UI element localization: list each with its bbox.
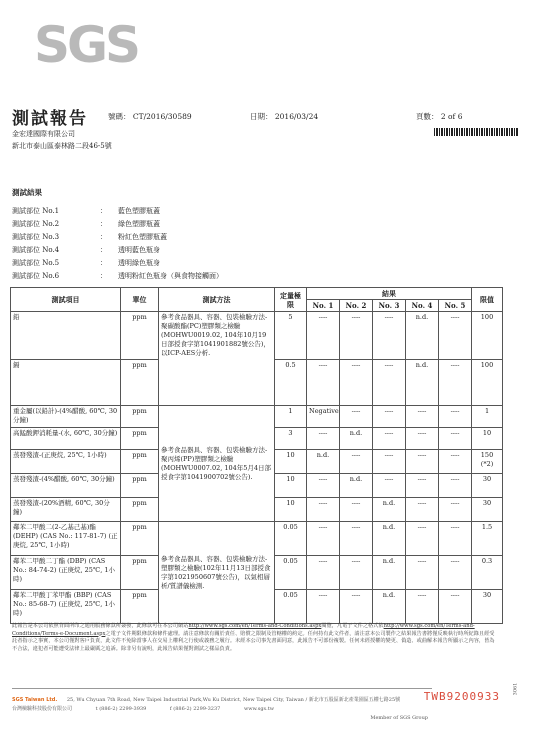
header-limit: 定量極限 (275, 288, 307, 312)
cell-limit: 0.5 (275, 360, 307, 406)
cell-max: 100 (472, 360, 503, 406)
cell-unit: ppm (121, 590, 159, 624)
part-key: 測試部位 No.5 (12, 259, 60, 267)
disclaimer-text-3: 之電子文件期限條款和條件處理。請注意條款有關於責任、賠償之限制及管轄權的約定。任何持有此文件者，請注意本公司製作之結果報告書將僅反映執行時所紀錄且經受託者指示之事實，本公司僅對客戶負責，此文件不免除當事人在交易上權利之行使或義務之履行。未經本公司事先書面同意，此報告不可部份複製。任何未經授權的變更、偽造、或曲解本報告所顯示之內容，皆為不合法，違犯者可能遭受法律上最嚴厲之追訴。除非另有說明，此報告結果僅對測試之樣品負責。 (12, 630, 495, 652)
results-table (10, 287, 503, 624)
number-label: 號碼： (108, 112, 131, 121)
cell-result: n.d. (406, 360, 439, 406)
number-value: CT/2016/30589 (132, 112, 192, 121)
cell-item: 鎘 (11, 360, 121, 406)
cell-result: ---- (439, 474, 472, 498)
cell-max: 10 (472, 428, 503, 450)
part-row (12, 205, 223, 218)
cell-limit: 0.05 (275, 590, 307, 624)
cell-result: n.d. (373, 498, 406, 522)
cell-max: 0.3 (472, 556, 503, 590)
cell-result: n.d. (340, 428, 373, 450)
test-parts-list (12, 205, 223, 283)
cell-max: 30 (472, 474, 503, 498)
logo-text: SGS (34, 16, 139, 74)
part-row (12, 270, 223, 283)
part-colon: ： (100, 246, 107, 254)
cell-item: 鄰苯二甲酸二(2-乙基己基)酯 (DEHP) (CAS No.: 117-81-7) (正庚烷, 25℃, 1小時) (11, 522, 121, 556)
cell-result: ---- (373, 312, 406, 360)
cell-limit: 3 (275, 428, 307, 450)
cell-result: ---- (307, 498, 340, 522)
cell-unit: ppm (121, 450, 159, 474)
cell-unit: ppm (121, 522, 159, 556)
footer-tel: t (886-2) 2299-3939 (95, 706, 147, 712)
cell-unit: ppm (121, 498, 159, 522)
table-row (11, 522, 503, 556)
header-no4: No. 4 (406, 300, 439, 312)
part-row (12, 231, 223, 244)
footer-fax: f (886-2) 2299-3237 (169, 706, 221, 712)
page-number (416, 111, 463, 122)
header-row-1 (11, 288, 503, 300)
cell-limit: 0.05 (275, 522, 307, 556)
cell-result: ---- (340, 590, 373, 624)
cell-result: ---- (307, 312, 340, 360)
footer-address: 25, Wu Chyuan 7th Road, New Taipei Industrial Park,Wu Ku District, New Taipei City, Taiwan / 新北市五股區新北產業園區五權七路25號 (66, 697, 401, 703)
cell-result: n.d. (307, 450, 340, 474)
cell-result: ---- (340, 498, 373, 522)
table-row (11, 312, 503, 360)
sgs-logo (34, 16, 139, 74)
cell-result: ---- (439, 312, 472, 360)
cell-result: n.d. (340, 474, 373, 498)
cell-result: ---- (373, 360, 406, 406)
header-max: 限值 (472, 288, 503, 312)
cell-max: 1 (472, 406, 503, 428)
footer-divider (12, 688, 432, 689)
cell-result: ---- (307, 474, 340, 498)
cell-result: ---- (340, 360, 373, 406)
cell-item: 重金屬(以鉛計)-(4%醋酸, 60℃, 30分鐘) (11, 406, 121, 428)
date-label: 日期： (250, 112, 273, 121)
cell-max: 100 (472, 312, 503, 360)
cell-limit: 10 (275, 450, 307, 474)
company-name: 金宏達國際有限公司 (12, 130, 75, 138)
part-value: 透明粉紅色瓶身（與食物接觸面） (118, 272, 223, 280)
cell-result: ---- (406, 590, 439, 624)
legal-disclaimer (12, 623, 498, 653)
header-no5: No. 5 (439, 300, 472, 312)
part-value: 藍色塑膠瓶蓋 (118, 207, 160, 215)
cell-result: ---- (439, 590, 472, 624)
part-row (12, 244, 223, 257)
part-colon: ： (100, 220, 107, 228)
cell-item: 鉛 (11, 312, 121, 360)
cell-unit: ppm (121, 406, 159, 428)
serial-number: TWB9200933 (423, 690, 500, 703)
cell-result: ---- (439, 522, 472, 556)
cell-result: n.d. (373, 522, 406, 556)
cell-item: 高錳酸鉀消耗量-(水, 60℃, 30分鐘) (11, 428, 121, 450)
cell-result: ---- (307, 428, 340, 450)
disclaimer-text-1: 此報告是本公司依照背面所印之通用服務條款所簽發，此條款可在本公司網站 (12, 623, 189, 629)
part-colon: ： (100, 272, 107, 280)
cell-limit: 1 (275, 406, 307, 428)
header-unit: 單位 (121, 288, 159, 312)
header-no2: No. 2 (340, 300, 373, 312)
cell-result: ---- (373, 450, 406, 474)
part-value: 透明藍色瓶身 (118, 246, 160, 254)
table-row (11, 406, 503, 428)
cell-result: ---- (406, 428, 439, 450)
cell-result: ---- (406, 556, 439, 590)
cell-result: ---- (373, 428, 406, 450)
cell-unit: ppm (121, 428, 159, 450)
part-key: 測試部位 No.2 (12, 220, 60, 228)
cell-item: 蒸發殘渣-(20%酒精, 60℃, 30分鐘) (11, 498, 121, 522)
page-label: 頁數： (416, 112, 439, 121)
part-row (12, 218, 223, 231)
part-key: 測試部位 No.6 (12, 272, 60, 280)
header-method: 測試方法 (159, 288, 275, 312)
cell-result: n.d. (406, 312, 439, 360)
cell-result: ---- (307, 360, 340, 406)
footer-contact (12, 705, 502, 712)
cell-result: ---- (439, 360, 472, 406)
cell-max: 1.5 (472, 522, 503, 556)
cell-result: ---- (406, 522, 439, 556)
page-value: 2 of 6 (440, 112, 463, 121)
cell-result: Negative (307, 406, 340, 428)
report-date (250, 111, 318, 122)
cell-result: ---- (439, 556, 472, 590)
cell-method: 參考食品器具、容器、包裝檢驗方法-聚碳酸酯(PC)塑膠類之檢驗(MOHWU0019.02, 104年10月19日部授食字第1041901882號公告)，以ICP-AES分析. (159, 312, 275, 406)
cell-result: ---- (439, 498, 472, 522)
company-block (12, 128, 112, 152)
cell-result: ---- (439, 428, 472, 450)
cell-item: 鄰苯二甲酸二丁酯 (DBP) (CAS No.: 84-74-2) (正庚烷, 25℃, 1小時) (11, 556, 121, 590)
part-value: 透明綠色瓶身 (118, 259, 160, 267)
cell-max: 150 (*2) (472, 450, 503, 474)
cell-result: ---- (406, 498, 439, 522)
part-key: 測試部位 No.3 (12, 233, 60, 241)
cell-item: 蒸發殘渣-(正庚烷, 25℃, 1小時) (11, 450, 121, 474)
cell-result: ---- (340, 522, 373, 556)
part-colon: ： (100, 259, 107, 267)
terms-edoc-link[interactable]: http://www.sgs.com/en/Terms-and-Conditions/Terms-e-Document.aspx (12, 623, 475, 637)
cell-result: ---- (340, 406, 373, 428)
footer-company: SGS Taiwan Ltd. (12, 697, 58, 703)
cell-limit: 0.05 (275, 556, 307, 590)
cell-result: ---- (307, 590, 340, 624)
terms-link[interactable]: http://www.sgs.com/en/Terms-and-Conditions.aspx (188, 623, 322, 629)
company-address: 新北市泰山區泰林路二段46-5號 (12, 142, 112, 150)
cell-result: ---- (406, 474, 439, 498)
cell-max: 30 (472, 498, 503, 522)
section-title: 測試結果 (12, 188, 42, 197)
footer-company-cn: 台灣檢驗科技股份有限公司 (12, 706, 73, 712)
cell-method: 參考食品器具、容器、包裝檢驗方法-聚丙烯(PP)塑膠類之檢驗(MOHWU0007.02, 104年5月4日部授食字第1041900702號公告). (159, 406, 275, 522)
cell-limit: 10 (275, 474, 307, 498)
header-item: 測試項目 (11, 288, 121, 312)
cell-item: 蒸發殘渣-(4%醋酸, 60℃, 30分鐘) (11, 474, 121, 498)
cell-result: ---- (307, 522, 340, 556)
cell-result: ---- (340, 312, 373, 360)
part-colon: ： (100, 233, 107, 241)
cell-result: ---- (340, 556, 373, 590)
cell-limit: 5 (275, 312, 307, 360)
disclaimer-text-2: 閱覽，凡電子文件之格式依 (321, 623, 384, 629)
header-no1: No. 1 (307, 300, 340, 312)
footer-web[interactable]: www.sgs.tw (243, 706, 274, 712)
part-colon: ： (100, 207, 107, 215)
cell-result: ---- (373, 406, 406, 428)
report-title: 測試報告 (12, 109, 88, 129)
cell-unit: ppm (121, 474, 159, 498)
cell-result: n.d. (373, 556, 406, 590)
cell-unit: ppm (121, 556, 159, 590)
cell-result: ---- (307, 556, 340, 590)
date-value: 2016/03/24 (274, 112, 319, 121)
cell-item: 鄰苯二甲酸丁苯甲酯 (BBP) (CAS No.: 85-68-7) (正庚烷, 25℃, 1小時) (11, 590, 121, 624)
cell-result: ---- (439, 406, 472, 428)
part-value: 綠色塑膠瓶蓋 (118, 220, 160, 228)
cell-result: ---- (406, 406, 439, 428)
part-key: 測試部位 No.4 (12, 246, 60, 254)
barcode (434, 128, 518, 136)
cell-result: ---- (439, 450, 472, 474)
header-results: 結果 (307, 288, 472, 300)
cell-method: 參考食品器具、容器、包裝檢驗方法-塑膠類之檢驗(102年11月13日部授食字第1021950607號公告)，以氣相層析/質譜儀檢測. (159, 522, 275, 624)
member-of-sgs: Member of SGS Group (370, 715, 428, 721)
part-value: 粉紅色塑膠瓶蓋 (118, 233, 167, 241)
header-no3: No. 3 (373, 300, 406, 312)
cell-unit: ppm (121, 360, 159, 406)
cell-unit: ppm (121, 312, 159, 360)
cell-max: 30 (472, 590, 503, 624)
cell-result: ---- (406, 450, 439, 474)
cell-limit: 10 (275, 498, 307, 522)
part-key: 測試部位 No.1 (12, 207, 60, 215)
side-number: 3061 (512, 682, 519, 696)
part-row (12, 257, 223, 270)
cell-result: ---- (340, 450, 373, 474)
report-number (108, 111, 192, 122)
cell-result: n.d. (373, 590, 406, 624)
cell-result: ---- (373, 474, 406, 498)
